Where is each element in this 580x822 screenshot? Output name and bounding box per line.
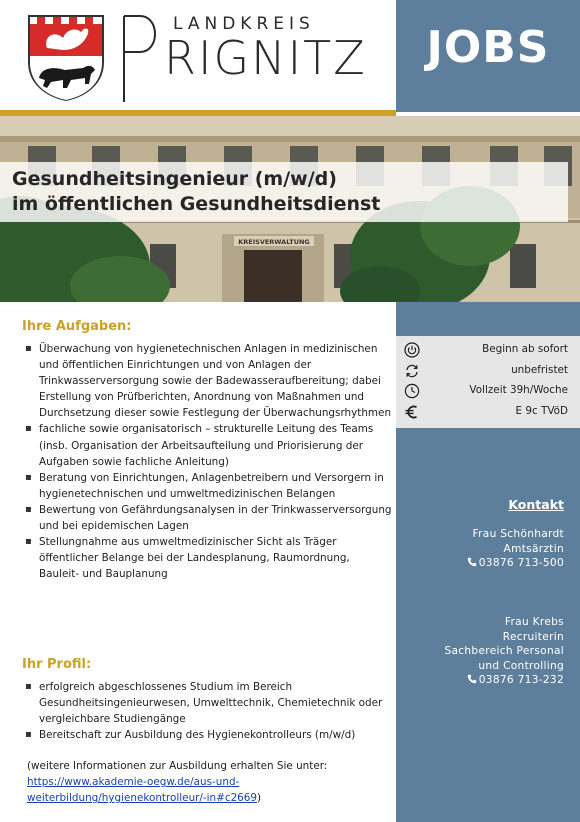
contact-heading: Kontakt — [508, 497, 564, 512]
contact-phone[interactable] — [394, 556, 564, 571]
contact-phone-number: 03876 713-500 — [478, 557, 564, 570]
list-item: ▪ Bereitschaft zur Ausbildung des Hygienekontrolleurs (m/w/d) — [22, 727, 392, 743]
header — [0, 0, 580, 112]
list-item: ▪ erfolgreich abgeschlossenes Studium im Bereich Gesundheitsingenieurwesen, Umwelttechnik, Chemietechnik oder vergleichbare Studiengänge — [22, 679, 392, 727]
job-title-line-1: Gesundheitsingenieur (m/w/d) — [12, 168, 337, 190]
job-title-line-2: im öffentlichen Gesundheitsdienst — [12, 193, 381, 215]
profil-heading: Ihr Profil: — [22, 657, 92, 672]
phone-icon — [467, 557, 477, 567]
jobs-label: JOBS — [426, 22, 550, 73]
euro-icon — [404, 404, 420, 420]
training-info-link[interactable]: https://www.akademie-oegw.de/aus-und-weiterbildung/hygienekontrolleur/-in#c2669 — [27, 776, 258, 805]
brand-landkreis: LANDKREIS — [173, 14, 315, 34]
clock-icon — [404, 383, 420, 399]
training-note-prefix: (weitere Informationen zur Ausbildung erhalten Sie unter: — [27, 760, 328, 772]
fact-duration — [396, 361, 580, 381]
fact-duration-text: unbefristet — [511, 364, 568, 376]
list-item: ▪ fachliche sowie organisatorisch – strukturelle Leitung des Teams (insb. Organisation der Arbeitsaufteilung und Priorisierung der Aufgaben sowie fachliche Anleitung) — [22, 421, 392, 469]
training-note-suffix: ) — [257, 792, 262, 805]
list-item: ▪ Beratung von Einrichtungen, Anlagenbetreibern und Versorgern in hygienetechnischen und umweltmedizinischen Belangen — [22, 470, 392, 502]
power-icon — [404, 342, 420, 358]
job-facts — [396, 336, 580, 428]
kreisverwaltung-sign: KREISVERWALTUNG — [238, 238, 310, 246]
contact-phone-number: 03876 713-232 — [478, 674, 564, 687]
contact-role: Recruiterin — [502, 630, 564, 643]
contact-name: Frau Krebs — [504, 616, 564, 628]
fact-salary — [396, 402, 580, 422]
contact-role: Sachbereich Personal — [444, 645, 564, 658]
refresh-icon — [404, 363, 420, 379]
contact-phone[interactable] — [394, 673, 564, 688]
contact-role: und Controlling — [478, 659, 564, 672]
brand-logo — [118, 10, 388, 100]
fact-start-text: Beginn ab sofort — [482, 343, 568, 355]
list-item: ▪ Stellungnahme aus umweltmedizinischer Sicht als Träger öffentlicher Belange bei der Landesplanung, Raumordnung, Bauleit- und Bauplanung — [22, 534, 392, 582]
list-item: ▪ Bewertung von Gefährdungsanalysen in der Trinkwasserversorgung und bei epidemischen Lagen — [22, 502, 392, 534]
contact-person-2 — [394, 615, 564, 688]
phone-icon — [467, 674, 477, 684]
fact-start — [396, 340, 580, 360]
jobs-badge — [396, 0, 580, 112]
coat-of-arms-logo — [25, 12, 107, 102]
brand-prignitz: RIGNITZ — [164, 31, 367, 85]
aufgaben-heading: Ihre Aufgaben: — [22, 319, 132, 334]
fact-salary-text: E 9c TVöD — [515, 405, 568, 417]
contact-name: Frau Schönhardt — [472, 528, 564, 540]
job-title-band — [0, 162, 568, 222]
profil-list — [22, 679, 392, 743]
aufgaben-list — [22, 341, 392, 582]
training-note — [27, 758, 387, 806]
brand-p-letter — [118, 12, 164, 104]
list-item: ▪ Überwachung von hygienetechnischen Anlagen in medizinischen und öffentlichen Einrichtungen und von Anlagen der Trinkwasserversorgung sowie der Badewasseraufbereitung; dabei Erstellung von Prüfberichten, Anordnung von Maßnahmen und Durchsetzung dieser sowie Festlegung der Überwachungsrhythmen — [22, 341, 392, 421]
fact-hours — [396, 381, 580, 401]
contact-person-1 — [394, 527, 564, 571]
contact-role: Amtsärztin — [503, 542, 564, 555]
fact-hours-text: Vollzeit 39h/Woche — [469, 384, 568, 396]
